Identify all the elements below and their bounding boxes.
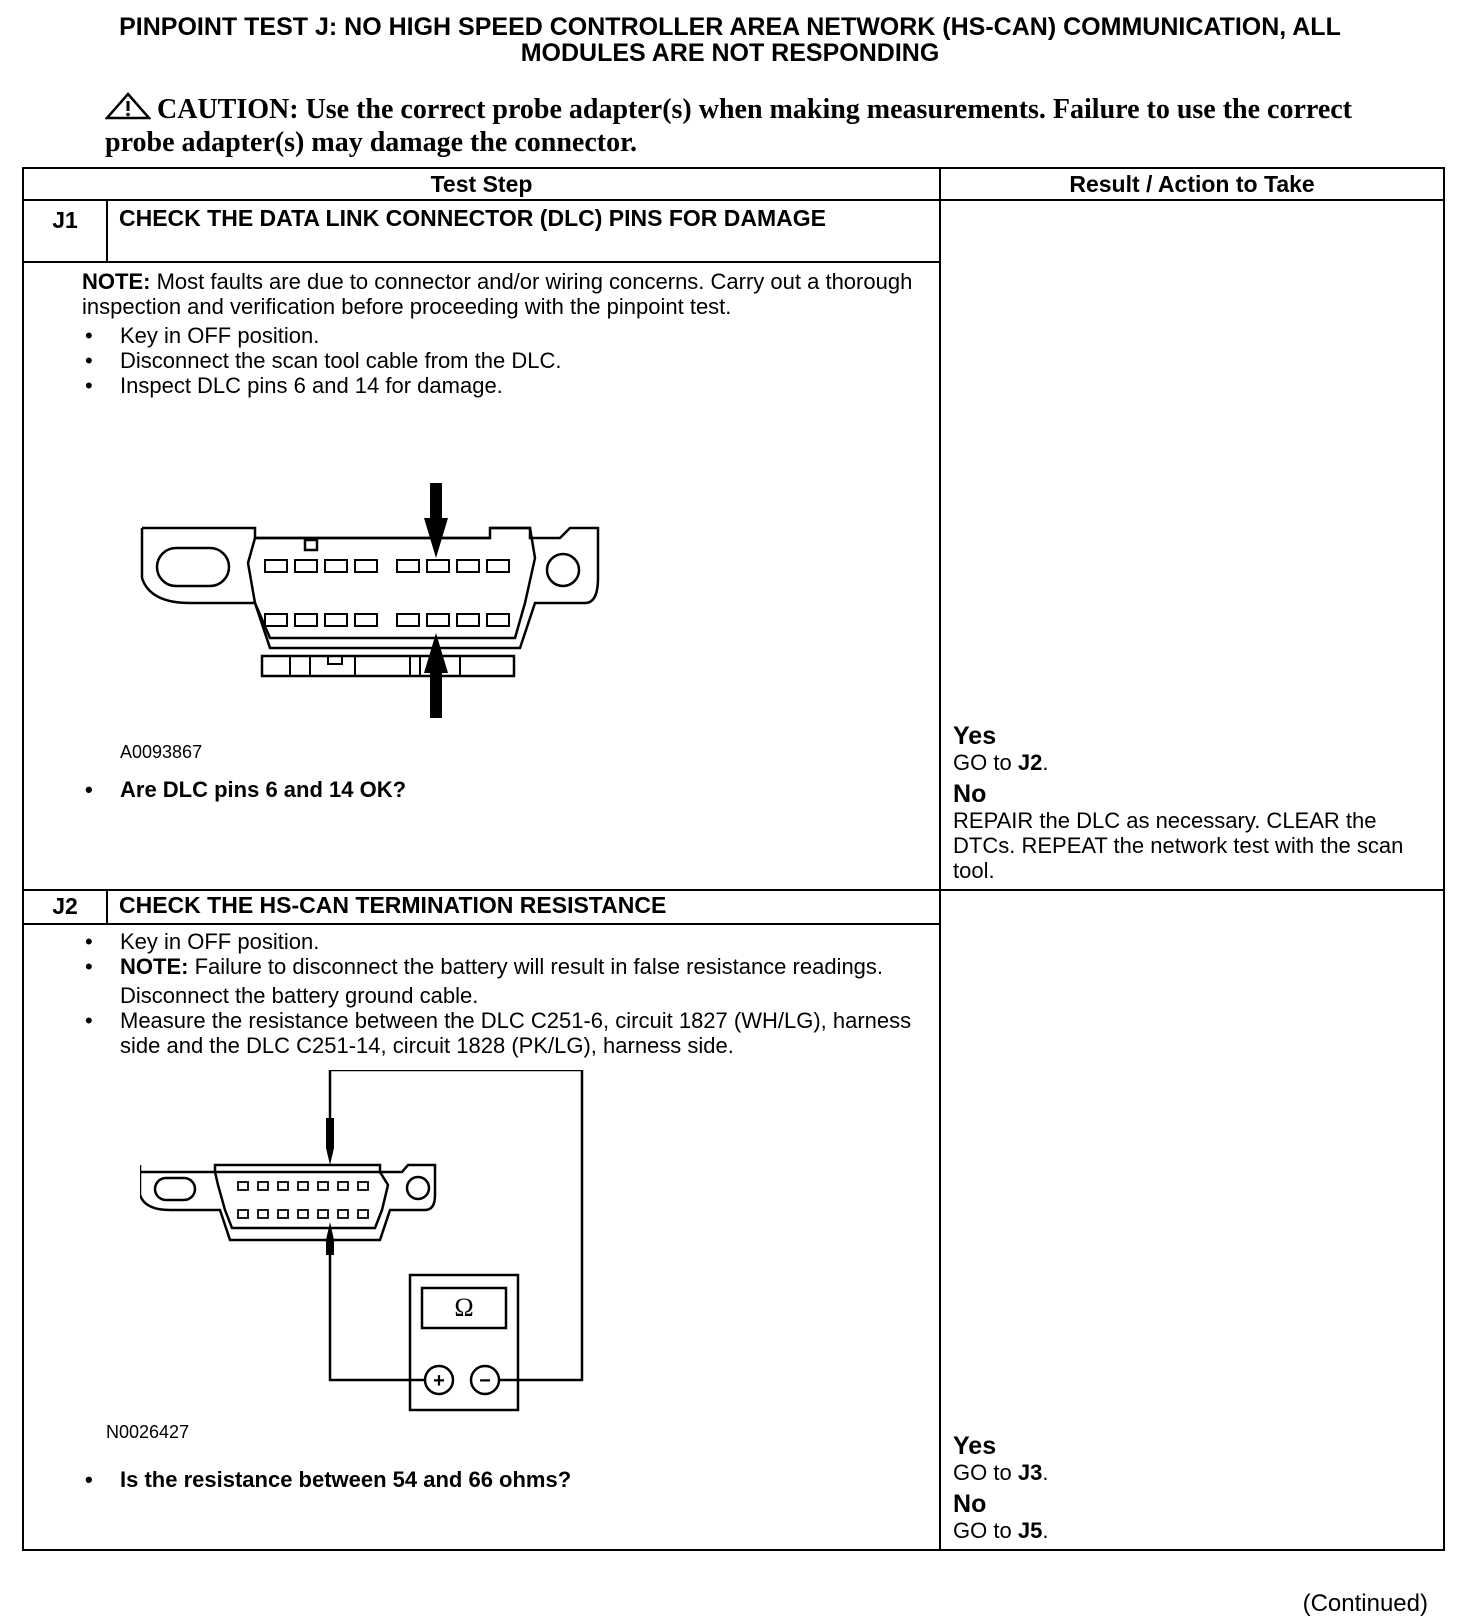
warning-triangle-icon <box>105 92 151 127</box>
step-question: • Are DLC pins 6 and 14 OK? <box>120 777 929 802</box>
step-id: J2 <box>23 890 107 924</box>
ohm-symbol: Ω <box>454 1293 474 1322</box>
caution-text: Use the correct probe adapter(s) when making measurements. Failure to use the correct probe adapter(s) may damage the connector. <box>105 94 1352 158</box>
yes-target: J2 <box>1017 750 1043 775</box>
step-id: J1 <box>23 200 107 262</box>
resistance-test-figure <box>106 1058 929 1443</box>
title-line-1: PINPOINT TEST J: NO HIGH SPEED CONTROLLER AREA NETWORK (HS-CAN) COMMUNICATION, ALL <box>119 13 1341 41</box>
ohmmeter-diagram <box>140 1070 640 1440</box>
step-bullets <box>120 929 929 1058</box>
no-action: GO to <box>953 1518 1012 1543</box>
continued-label: (Continued) <box>1302 1590 1428 1617</box>
no-label: No <box>953 1490 987 1518</box>
note-text: Failure to disconnect the battery will result in false resistance readings. <box>194 954 884 979</box>
yes-label: Yes <box>953 722 997 750</box>
step-title: CHECK THE HS-CAN TERMINATION RESISTANCE <box>107 890 940 924</box>
plus-terminal: + <box>433 1370 445 1392</box>
yes-label: Yes <box>953 1432 997 1460</box>
step-body <box>23 924 940 1550</box>
pin6-arrow-icon <box>424 483 448 558</box>
sub-instruction: Disconnect the battery ground cable. <box>120 983 479 1008</box>
page-title <box>20 14 1440 66</box>
step-body <box>23 262 940 890</box>
list-item: • Inspect DLC pins 6 and 14 for damage. <box>120 373 929 398</box>
step-bullets <box>120 323 929 398</box>
title-line-2: MODULES ARE NOT RESPONDING <box>520 39 940 67</box>
note-text: Most faults are due to connector and/or wiring concerns. Carry out a thorough inspection and verification before proceeding with the pinpoint test. <box>82 269 913 319</box>
step-question: • Is the resistance between 54 and 66 ohms? <box>120 1467 929 1492</box>
step-result: Yes GO to J3. No GO to J5. <box>940 890 1444 1550</box>
note-label: NOTE: <box>82 269 151 294</box>
list-item: • Disconnect the scan tool cable from the DLC. <box>120 348 929 373</box>
caution-label: CAUTION: <box>157 94 299 125</box>
list-item: • Measure the resistance between the DLC C251-6, circuit 1827 (WH/LG), harness side and the DLC C251-14, circuit 1828 (PK/LG), harness side. <box>120 1008 929 1058</box>
note-label: NOTE: <box>120 954 189 979</box>
probe-upper-icon <box>326 1118 334 1165</box>
yes-target: J3 <box>1017 1460 1043 1485</box>
minus-terminal: − <box>479 1370 491 1392</box>
caution-block <box>105 92 1365 158</box>
yes-action: GO to <box>953 1460 1012 1485</box>
no-target: J5 <box>1017 1518 1043 1543</box>
step-title: CHECK THE DATA LINK CONNECTOR (DLC) PINS FOR DAMAGE <box>107 200 940 262</box>
list-item <box>120 954 929 1008</box>
pinpoint-test-table <box>22 167 1445 1551</box>
figure-id: A0093867 <box>120 742 203 762</box>
no-action: REPAIR the DLC as necessary. CLEAR the DTCs. REPEAT the network test with the scan tool. <box>953 808 1404 883</box>
dlc-connector-figure <box>120 398 929 762</box>
no-label: No <box>953 780 987 808</box>
yes-action: GO to <box>953 750 1012 775</box>
list-item: • Key in OFF position. <box>120 323 929 348</box>
header-test-step: Test Step <box>23 168 940 200</box>
dlc-pins-diagram <box>130 478 690 728</box>
step-result: Yes GO to J2. No REPAIR the DLC as necessary. CLEAR the DTCs. REPEAT the network test with the scan tool. <box>940 200 1444 890</box>
header-result: Result / Action to Take <box>940 168 1444 200</box>
list-item: • Key in OFF position. <box>120 929 929 954</box>
figure-id: N0026427 <box>106 1422 190 1442</box>
